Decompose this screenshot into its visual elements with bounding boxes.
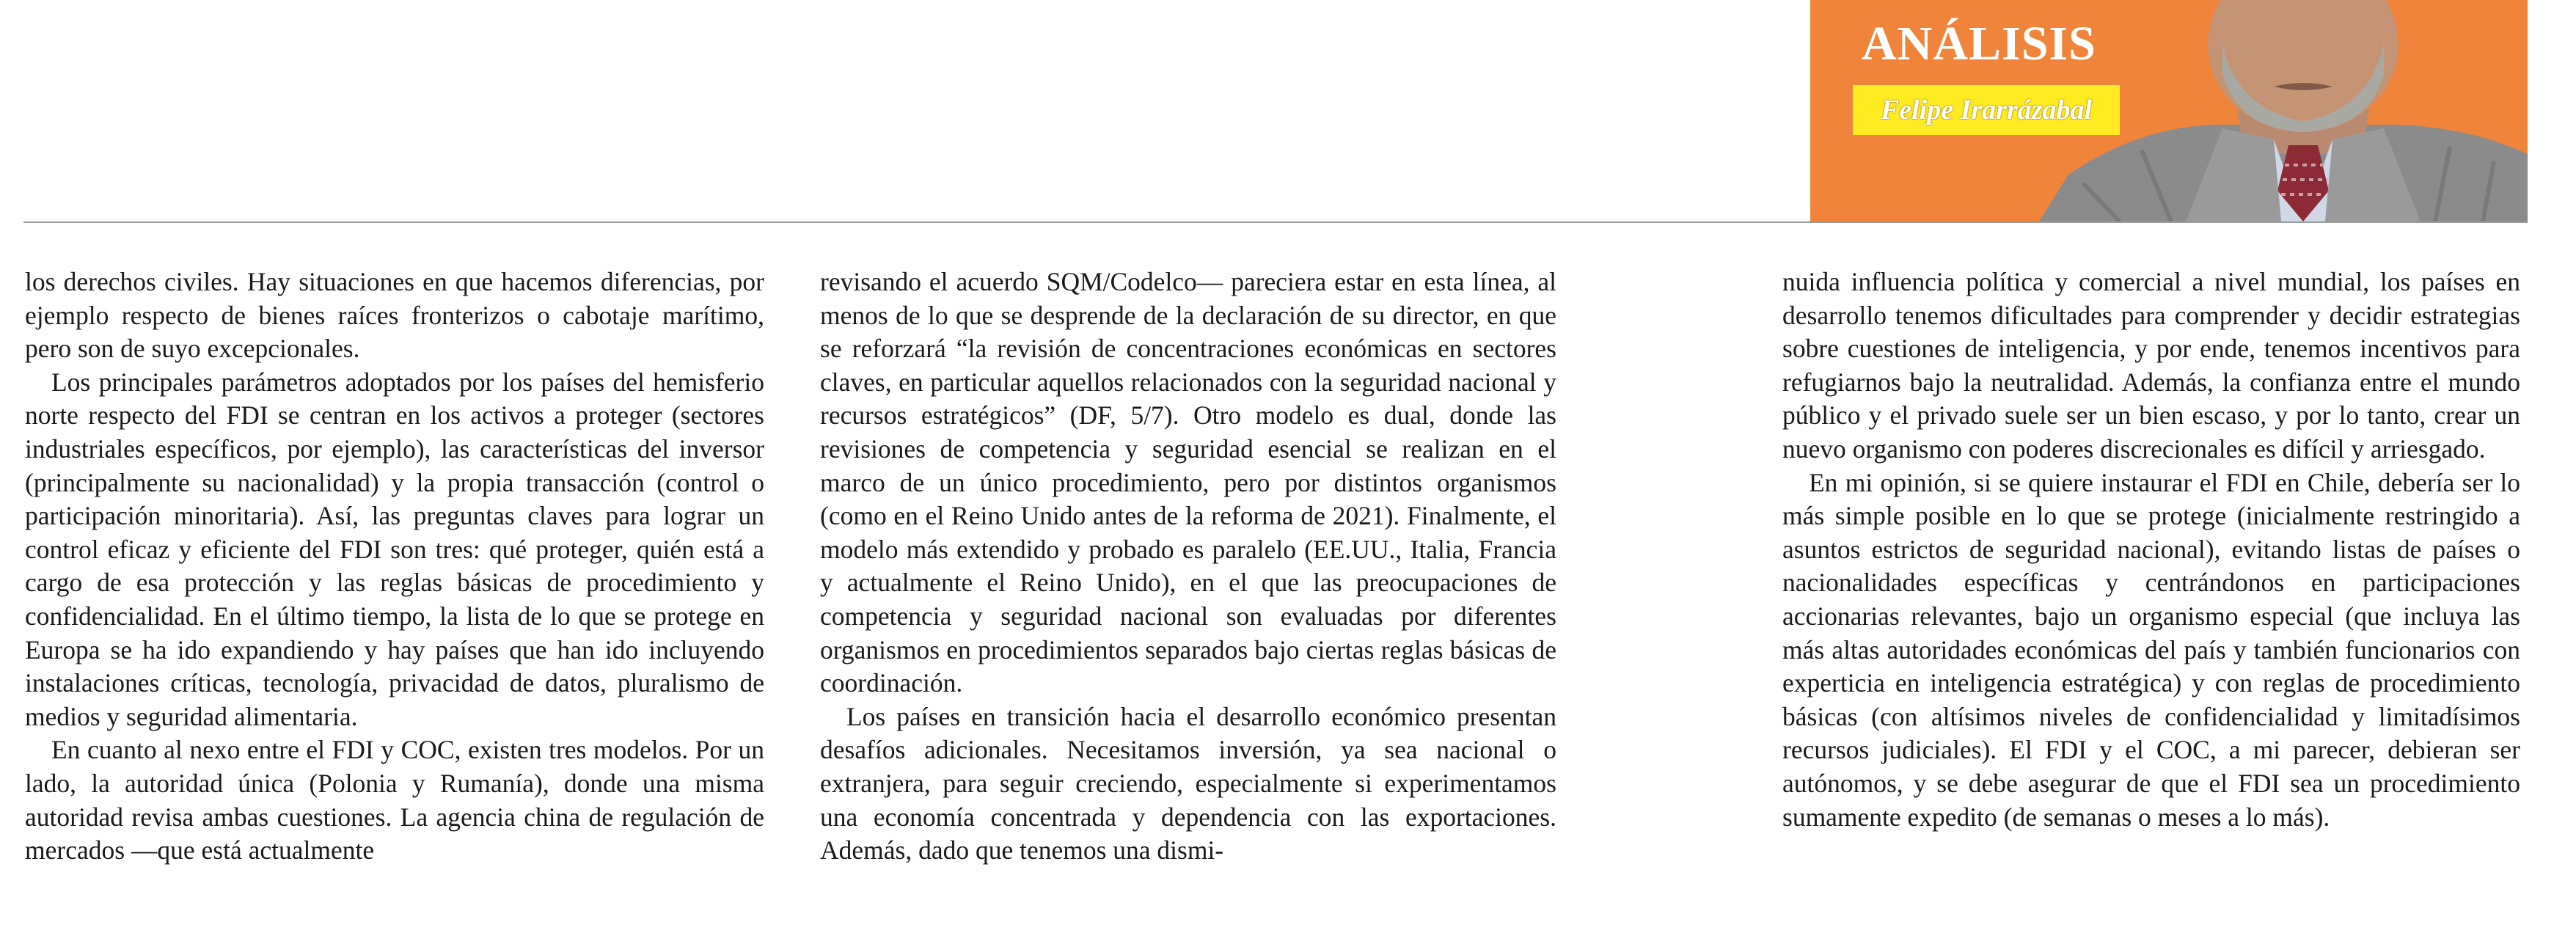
article-column-1 <box>25 266 764 868</box>
article-column-3 <box>1782 266 2520 834</box>
author-photo <box>2039 0 2528 221</box>
article-column-2 <box>820 266 1556 868</box>
paragraph: Los principales parámetros adoptados por los países del hemisferio norte respecto del FDI se centran en los activos a proteger (sectores industriales específicos, por ejemplo), las características del inversor (principalmente su nacionalidad) y la propia transacción (control o participación minoritaria). Así, las preguntas claves para lograr un control eficaz y eficiente del FDI son tres: qué proteger, quién está a cargo de esa protección y las reglas básicas de procedimiento y confidencialidad. En el último tiempo, la lista de lo que se protege en Europa se ha ido expandiendo y hay países que han ido incluyendo instalaciones críticas, tecnología, privacidad de datos, pluralismo de medios y seguridad alimentaria. <box>25 367 764 731</box>
section-label: ANÁLISIS <box>1862 17 2096 70</box>
section-banner <box>1810 0 2528 221</box>
header-rule <box>23 221 2528 223</box>
paragraph: En cuanto al nexo entre el FDI y COC, existen tres modelos. Por un lado, la autoridad única (Polonia y Rumanía), donde una misma autoridad revisa ambas cuestiones. La agencia china de regulación de mercados —que está actualmente <box>25 735 764 865</box>
paragraph: los derechos civiles. Hay situaciones en que hacemos diferencias, por ejemplo respecto de bienes raíces fronterizos o cabotaje marítimo, pero son de suyo excepcionales. <box>25 267 764 364</box>
paragraph: Los países en transición hacia el desarrollo económico presentan desafíos adicionales. Necesitamos inversión, ya sea nacional o extranjera, para seguir creciendo, especialmente si experimentamos una economía concentrada y dependencia con las exportaciones. Además, dado que tenemos una dismi- <box>820 701 1556 865</box>
paragraph: En mi opinión, si se quiere instaurar el FDI en Chile, debería ser lo más simple posible en lo que se protege (inicialmente restringido a asuntos estrictos de seguridad nacional), evitando listas de países o nacionalidades específicas y centrándonos en participaciones accionarias relevantes, bajo un organismo especial (que incluya las más altas autoridades económicas del país y también funcionarios con experticia en inteligencia estratégica) y con reglas de procedimiento básicas (con altísimos niveles de confidencialidad y limitadísimos recursos judiciales). El FDI y el COC, a mi parecer, debieran ser autónomos, y se debe asegurar de que el FDI sea un procedimiento sumamente expedito (de semanas o meses a lo más). <box>1782 467 2520 832</box>
paragraph: nuida influencia política y comercial a nivel mundial, los países en desarrollo tenemos dificultades para comprender y decidir estrategias sobre cuestiones de inteligencia, y por ende, tenemos incentivos para refugiarnos bajo la neutralidad. Además, la confianza entre el mundo público y el privado suele ser un bien escaso, y por lo tanto, crear un nuevo organismo con poderes discrecionales es difícil y arriesgado. <box>1782 267 2520 464</box>
paragraph: revisando el acuerdo SQM/Codelco— pareciera estar en esta línea, al menos de lo que se desprende de la declaración de su director, en que se reforzará “la revisión de concentraciones económicas en sectores claves, en particular aquellos relacionados con la seguridad nacional y recursos estratégicos” (DF, 5/7). Otro modelo es dual, donde las revisiones de competencia y seguridad esencial se realizan en el marco de un único procedimiento, pero por distintos organismos (como en el Reino Unido antes de la reforma de 2021). Finalmente, el modelo más extendido y probado es paralelo (EE.UU., Italia, Francia y actualmente el Reino Unido), en el que las preocupaciones de competencia y seguridad nacional son evaluadas por diferentes organismos en procedimientos separados bajo ciertas reglas básicas de coordinación. <box>820 267 1556 698</box>
author-name: Felipe Irarrázabal <box>1853 85 2120 135</box>
